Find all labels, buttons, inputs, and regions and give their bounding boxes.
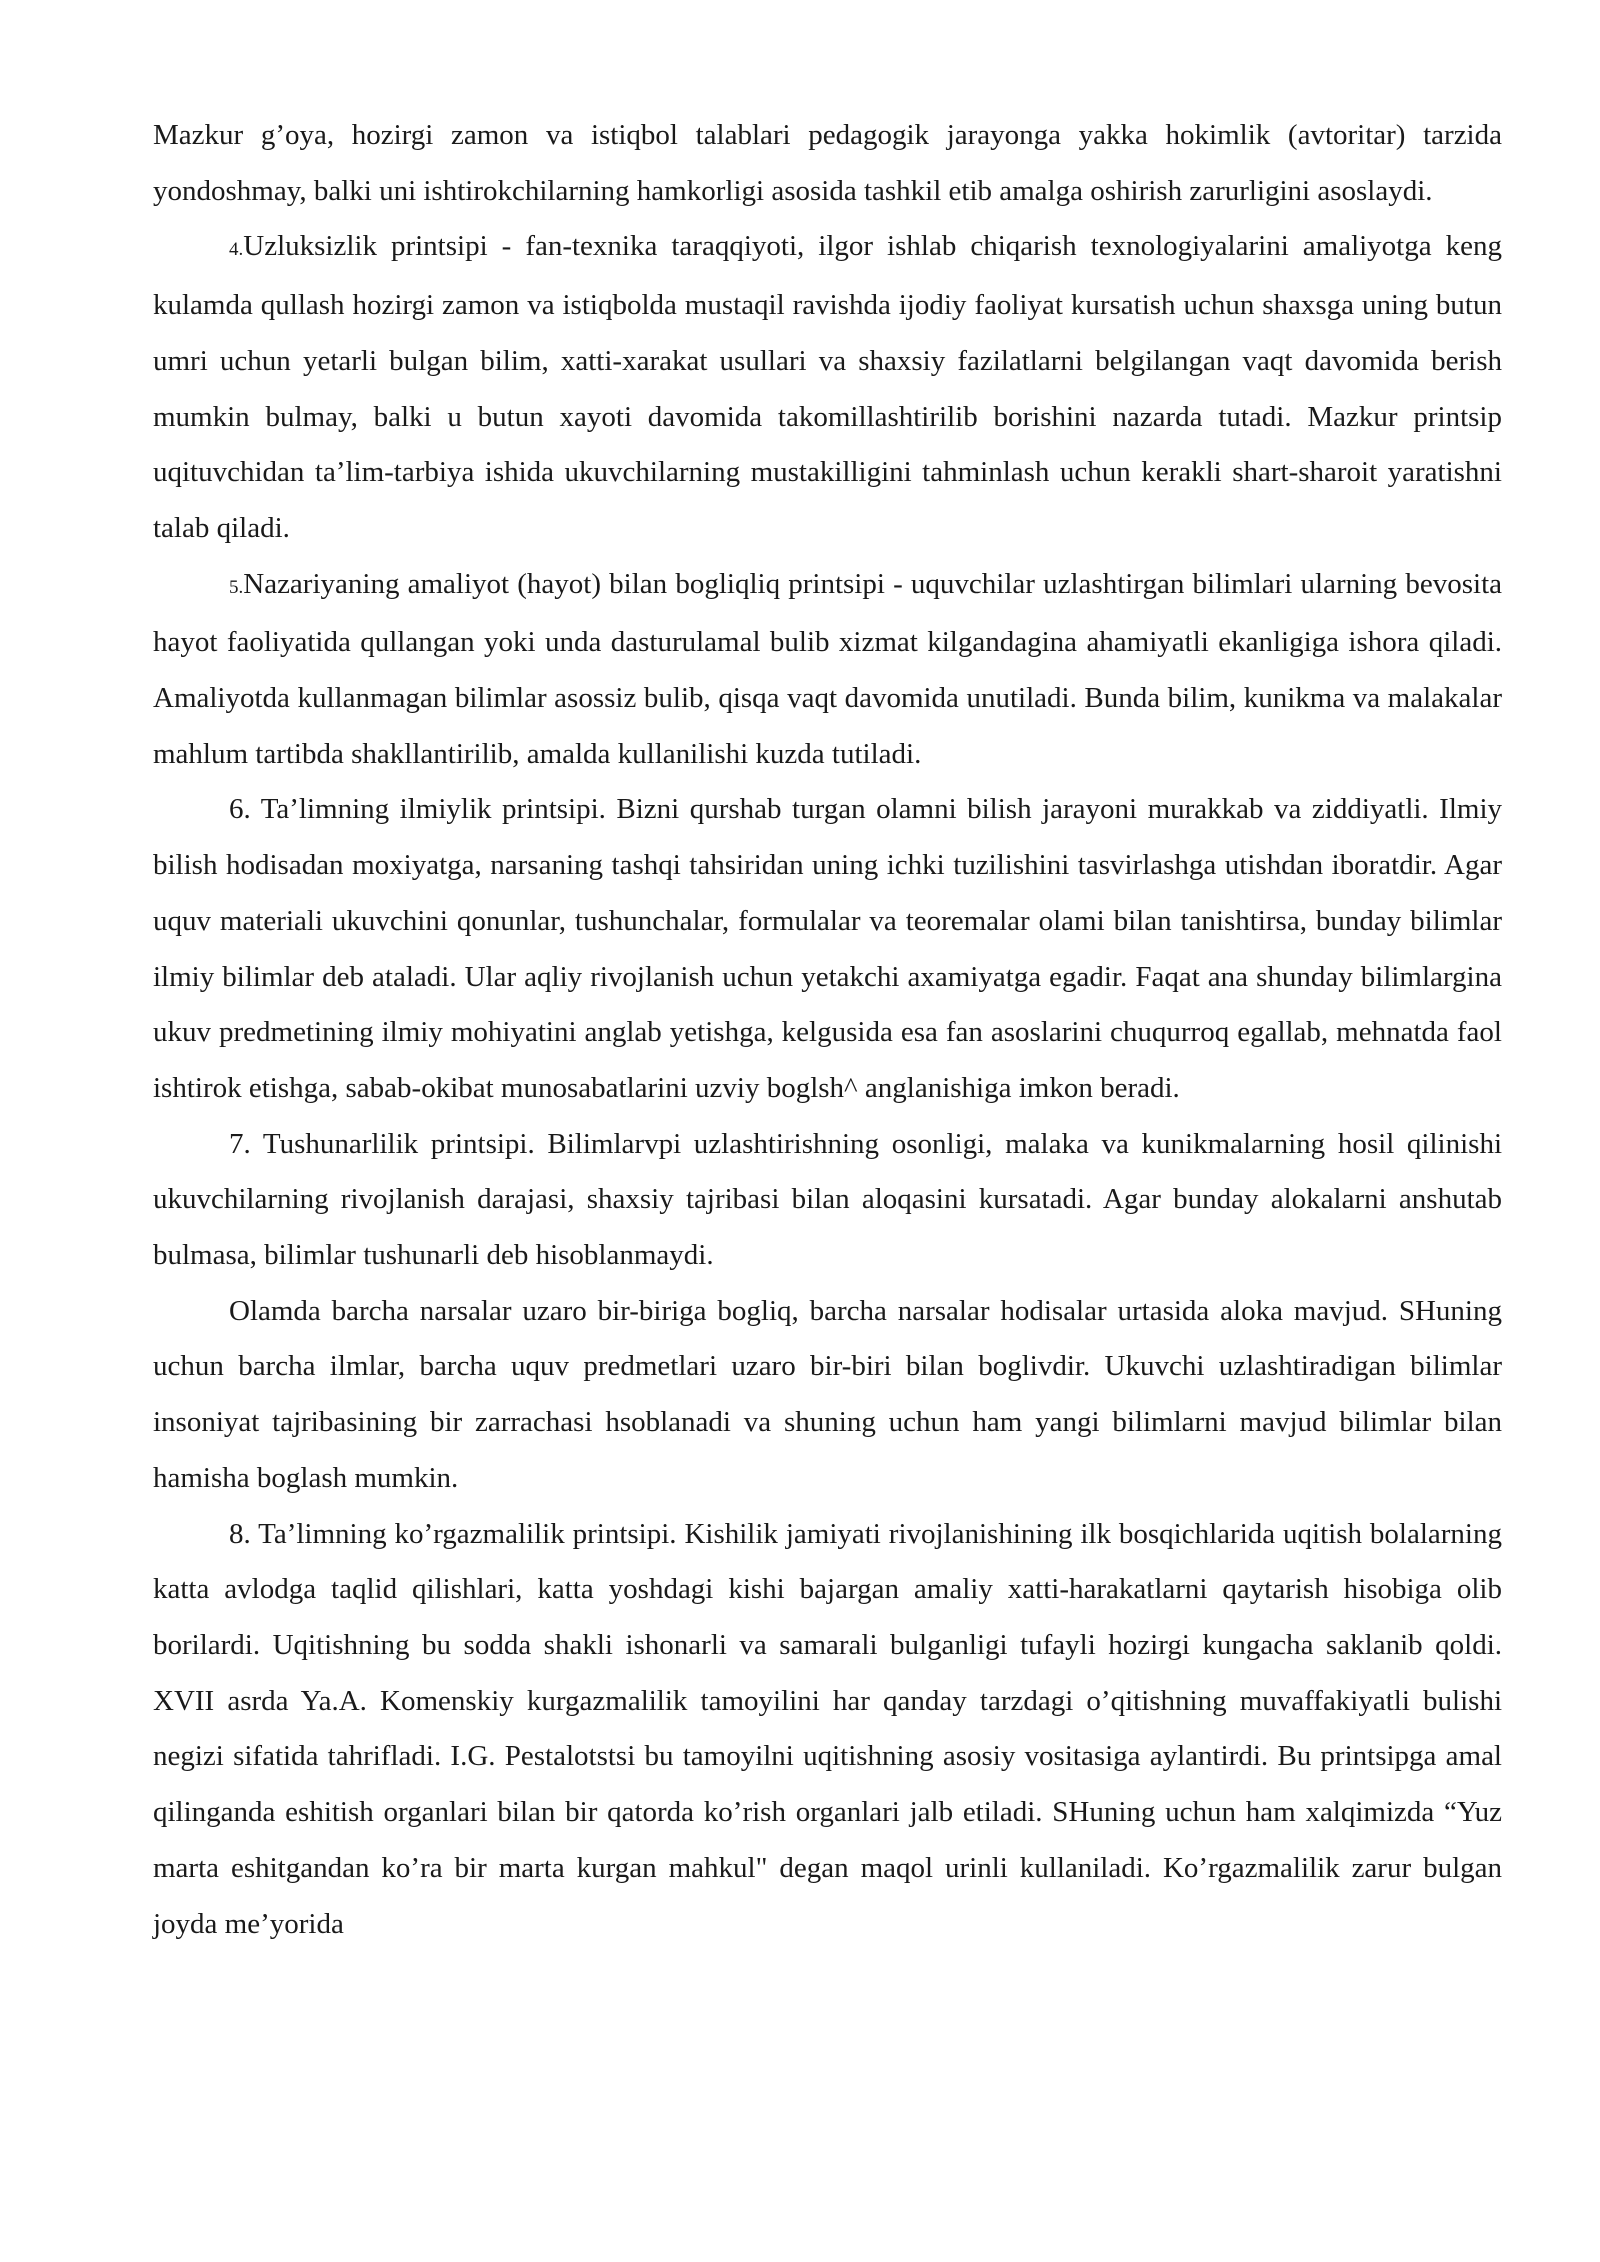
paragraph-number: 5. bbox=[229, 576, 244, 598]
paragraph-continuity-principle bbox=[153, 219, 1502, 556]
paragraph-interconnection bbox=[153, 1284, 1502, 1507]
paragraph-text: Nazariyaning amaliyot (hayot) bilan bogliqliq printsipi - uquvchilar uzlashtirgan bilimlari ularning bevosita hayot faoliyatida qullangan yoki unda dasturulamal bulib xizmat kilgandagina ahamiyatli ekanligiga ishora qiladi. Amaliyotda kullanmagan bilimlar asossiz bulib, qisqa vaqt davomida unutiladi. Bunda bilim, kunikma va malakalar mahlum tartibda shakllantirilib, amalda kullanilishi kuzda tutiladi. bbox=[153, 567, 1502, 770]
paragraph-comprehensibility-principle bbox=[153, 1117, 1502, 1284]
paragraph-intro bbox=[153, 108, 1502, 219]
paragraph-text: Uzluksizlik printsipi - fan-texnika taraqqiyoti, ilgor ishlab chiqarish texnologiyalarini amaliyotga keng kulamda qullash hozirgi zamon va istiqbolda mustaqil ravishda ijodiy faoliyat kursatish uchun shaxsga uning butun umri uchun yetarli bulgan bilim, xatti-xarakat usullari va shaxsiy fazilatlarni belgilangan vaqt davomida berish mumkin bulmay, balki u butun xayoti davomida takomillashtirilib borishini nazarda tutadi. Mazkur printsip uqituvchidan ta’lim-tarbiya ishida ukuvchilarning mustakilligini tahminlash uchun kerakli shart-sharoit yaratishni talab qiladi. bbox=[153, 230, 1502, 544]
paragraph-text: 8. Ta’limning ko’rgazmalilik printsipi. Kishilik jamiyati rivojlanishining ilk bosqichlarida uqitish bolalarning katta avlodga taqlid qilishlari, katta yoshdagi kishi bajargan amaliy xatti-harakatlarni qaytarish hisobiga olib borilardi. Uqitishning bu sodda shakli ishonarli va samarali bulganligi tufayli hozirgi kungacha saklanib qoldi. XVII asrda Ya.A. Komenskiy kurgazmalilik tamoyilini har qanday tarzdagi o’qitishning muvaffakiyatli bulishi negizi sifatida tahrifladi. I.G. Pestalotstsi bu tamoyilni uqitishning asosiy vositasiga aylantirdi. Bu printsipga amal qilinganda eshitish organlari bilan bir qatorda ko’rish organlari jalb etiladi. SHuning uchun ham xalqimizda “Yuz marta eshitgandan ko’ra bir marta kurgan mahkul" degan maqol urinli kullaniladi. Ko’rgazmalilik zarur bulgan joyda me’yorida bbox=[153, 1517, 1502, 1940]
paragraph-visual-principle bbox=[153, 1507, 1502, 1953]
paragraph-scientific-principle bbox=[153, 782, 1502, 1116]
paragraph-text: 6. Ta’limning ilmiylik printsipi. Bizni qurshab turgan olamni bilish jarayoni murakkab va ziddiyatli. Ilmiy bilish hodisadan moxiyatga, narsaning tashqi tahsiridan uning ichki tuzilishini tasvirlashga utishdan iboratdir. Agar uquv materiali ukuvchini qonunlar, tushunchalar, formulalar va teoremalar olami bilan tanishtirsa, bunday bilimlar ilmiy bilimlar deb ataladi. Ular aqliy rivojlanish uchun yetakchi axamiyatga egadir. Faqat ana shunday bilimlargina ukuv predmetining ilmiy mohiyatini anglab yetishga, kelgusida esa fan asoslarini chuqurroq egallab, mehnatda faol ishtirok etishga, sabab-okibat munosabatlarini uzviy boglsh^ anglanishiga imkon beradi. bbox=[153, 793, 1502, 1104]
paragraph-text: Olamda barcha narsalar uzaro bir-biriga bogliq, barcha narsalar hodisalar urtasida aloka mavjud. SHuning uchun barcha ilmlar, barcha uquv predmetlari uzaro bir-biri bilan boglivdir. Ukuvchi uzlashtiradigan bilimlar insoniyat tajribasining bir zarrachasi hsoblanadi va shuning uchun ham yangi bilimlarni mavjud bilimlar bilan hamisha boglash mumkin. bbox=[153, 1294, 1502, 1494]
paragraph-text: 7. Tushunarlilik printsipi. Bilimlarvpi uzlashtirishning osonligi, malaka va kunikmalarning hosil qilinishi ukuvchilarning rivojlanish darajasi, shaxsiy tajribasi bilan aloqasini kursatadi. Agar bunday alokalarni anshutab bulmasa, bilimlar tushunarli deb hisoblanmaydi. bbox=[153, 1127, 1502, 1272]
paragraph-text: Mazkur g’oya, hozirgi zamon va istiqbol talablari pedagogik jarayonga yakka hokimlik (avtoritar) tarzida yondoshmay, balki uni ishtirokchilarning hamkorligi asosida tashkil etib amalga oshirish zarurligini asoslaydi. bbox=[153, 119, 1502, 207]
paragraph-number: 4. bbox=[229, 239, 244, 261]
paragraph-theory-practice-principle bbox=[153, 557, 1502, 783]
document-page bbox=[153, 108, 1502, 1952]
